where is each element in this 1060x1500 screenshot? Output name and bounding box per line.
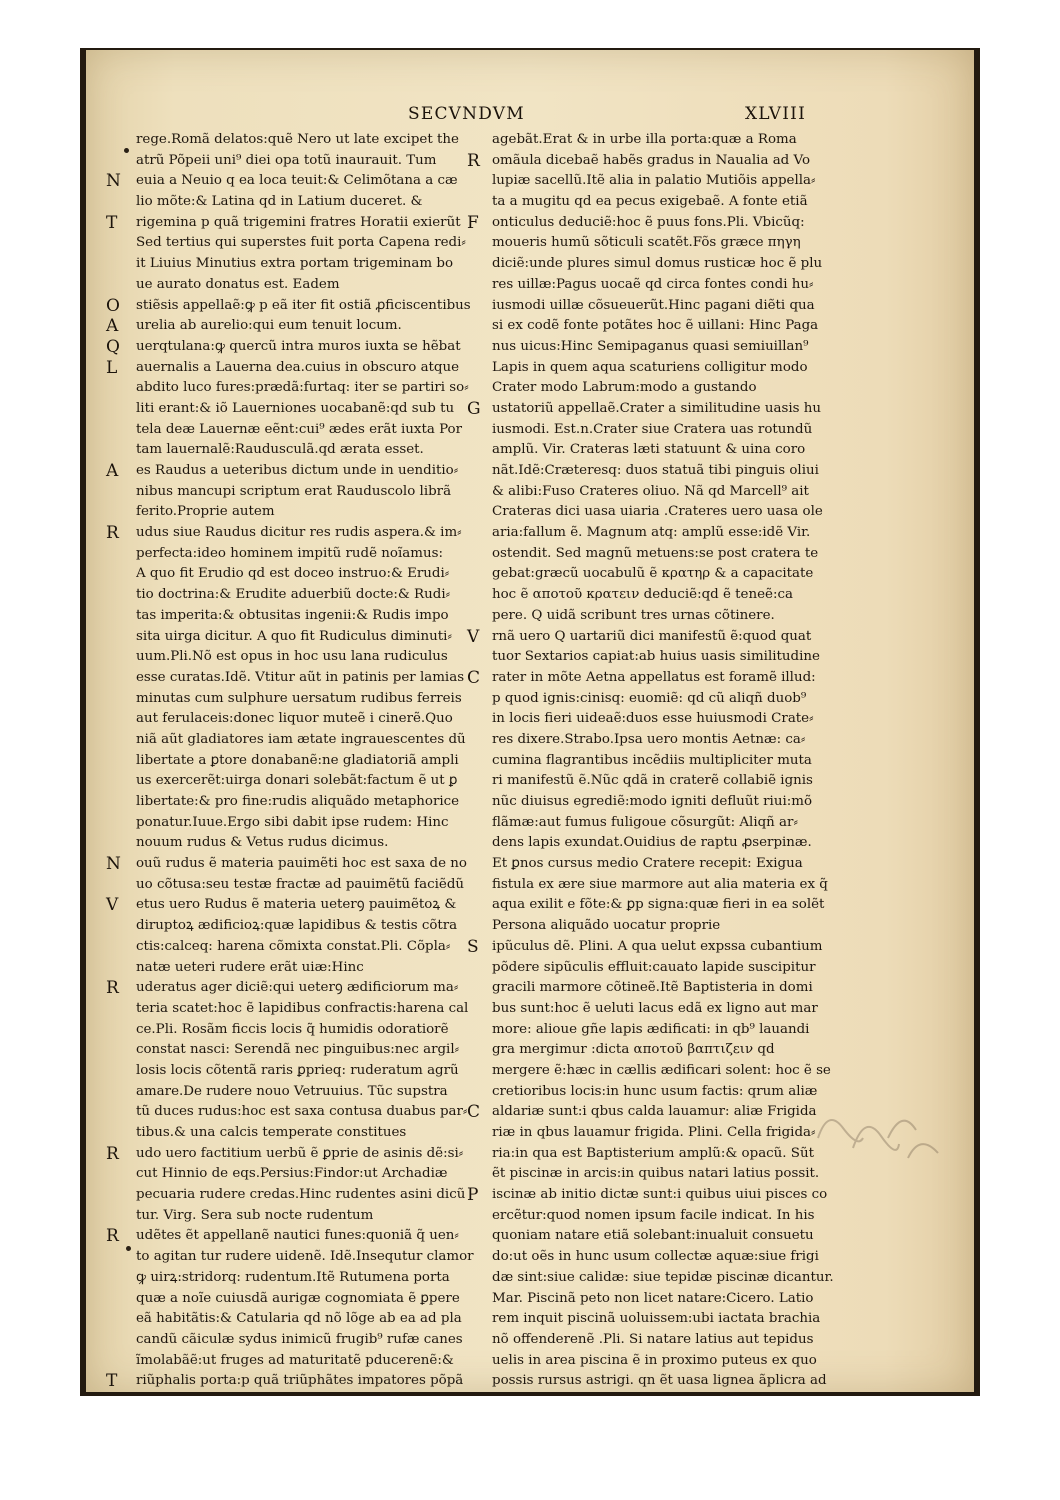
line-text: iusmodi uillæ cõsueuerũt.Hinc pagani diẽti qua	[492, 297, 815, 313]
line-text: possis rursus astrigi. qn ẽt uasa lignea ãplicra ad	[492, 1373, 827, 1389]
line-text: abdito luco fures:prædã:furtaq: iter se partiri so⸗	[136, 380, 469, 396]
marginal-initial-letter: V	[467, 626, 480, 647]
marginal-initial-letter: P	[467, 1185, 479, 1206]
text-line	[136, 1123, 482, 1144]
text-line	[492, 1061, 847, 1082]
line-text: tuor Sextarios capiat:ab huius uasis similitudine	[492, 649, 820, 665]
line-text: rege.Romã delatos:quẽ Nero ut late excipet the	[136, 132, 459, 147]
marginal-initial-letter: R	[467, 150, 480, 171]
line-text: rnã uero Q uartariũ dici manifestũ ẽ:quod quat	[492, 628, 812, 644]
text-line	[492, 316, 847, 337]
line-text: atrũ Põpeii uni⁹ diei opa totũ inaurauit. Tum	[136, 152, 437, 168]
line-text: udus siue Raudus dicitur res rudis aspera.& im⸗	[136, 525, 462, 541]
text-line	[492, 916, 847, 937]
text-line	[492, 171, 847, 192]
line-text: Crateras dici uasa uiaria .Crateres uero uasa ole	[492, 504, 823, 520]
text-line	[492, 420, 847, 441]
text-line	[492, 1268, 847, 1289]
line-text: iusmodi. Est.n.Crater siue Cratera uas rotundũ	[492, 421, 813, 437]
line-text: diciẽ:unde plures simul domus rusticæ hoc ẽ plu	[492, 256, 823, 272]
line-text: more: alioue gñe lapis ædificati: in qb⁹ lauandi	[492, 1021, 810, 1037]
line-text: nibus mancupi scriptum erat Rauduscolo librã	[136, 483, 452, 499]
marginal-initial-letter: R	[106, 1143, 119, 1164]
text-line	[136, 585, 482, 606]
text-line	[492, 585, 847, 606]
text-line	[136, 564, 482, 585]
line-text: ta a mugitu qd ea pecus exigebaẽ. A fonte etiã	[492, 194, 808, 210]
line-text: gracili marmore cõtineẽ.Itẽ Baptisteria in domi	[492, 980, 813, 996]
text-line	[467, 212, 847, 234]
folio-number: XLVIII	[745, 104, 806, 124]
line-text: ri manifestũ ẽ.Nũc qdã in craterẽ collabiẽ ignis	[492, 773, 813, 789]
line-text: tam lauernalẽ:Raudusculã.qd ærata esset.	[136, 442, 424, 458]
line-text: tibus.& una calcis temperate constitues	[136, 1125, 407, 1140]
line-text: põdere sipũculis effluit:cauato lapide suscipitur	[492, 959, 816, 975]
text-line	[492, 854, 847, 875]
text-line	[492, 895, 847, 916]
text-line	[492, 792, 847, 813]
text-line	[492, 999, 847, 1020]
marginal-initial-letter: F	[467, 212, 479, 233]
marginal-initial-letter: N	[106, 171, 121, 192]
text-line	[136, 1185, 482, 1206]
text-line	[136, 1102, 482, 1123]
text-line	[106, 212, 482, 234]
text-line	[492, 709, 847, 730]
text-line	[492, 482, 847, 503]
text-line	[136, 151, 482, 172]
line-text: in locis fieri uideaẽ:duos esse huiusmodi Crate⸗	[492, 711, 814, 727]
line-text: res dixere.Strabo.Ipsa uero montis Aetnæ: ca⸗	[492, 731, 806, 747]
text-line	[492, 1289, 847, 1310]
line-text: tur. Virg. Sera sub nocte rudentum	[136, 1207, 374, 1223]
marginal-initial-letter: G	[467, 398, 481, 419]
marginal-initial-letter: N	[106, 854, 121, 875]
text-line	[106, 1143, 482, 1165]
marginal-initial-letter: O	[106, 295, 120, 316]
line-text: ferito.Proprie autem	[136, 504, 275, 520]
text-line	[136, 1206, 482, 1227]
line-text: stiẽsis appellaẽ:ꝙ p eã iter fit ostiã ꝓficiscentibus	[136, 297, 471, 313]
line-text: Mar. Piscinã peto non licet natare:Cicero. Latio	[492, 1290, 814, 1306]
line-text: minutas cum sulphure uersatum rudibus ferreis	[136, 690, 462, 706]
text-line	[136, 751, 482, 772]
line-text: nãt.Idẽ:Cræteresq: duos statuã tibi pinguis oliui	[492, 463, 819, 478]
line-text: tio doctrina:& Erudite aduerbiũ docte:& Rudi⸗	[136, 587, 451, 603]
text-line	[136, 1351, 482, 1372]
marginal-initial-letter: Q	[106, 336, 120, 357]
text-line	[136, 916, 482, 937]
text-line	[136, 792, 482, 813]
line-text: ustatoriũ appellaẽ.Crater a similitudine uasis hu	[492, 400, 821, 416]
text-line	[492, 544, 847, 565]
marginal-initial-letter: L	[106, 357, 118, 378]
line-text: natæ ueteri rudere erãt uiæ:Hinc	[136, 959, 364, 975]
line-text: uelis in area piscina ẽ in proximo puteus ex quo	[492, 1352, 817, 1368]
line-text: quæ a noĩe cuiusdã aurigæ cognomiata ẽ ꝑpere	[136, 1290, 460, 1306]
marginal-initial-letter: R	[106, 978, 119, 999]
line-text: pere. Q uidã scribunt tres urnas cõtinere.	[492, 607, 775, 623]
line-text: dæ sint:siue calidæ: siue tepidæ piscinæ dicantur.	[492, 1269, 834, 1285]
line-text: ipũculus dẽ. Plini. A qua uelut expssa cubantium	[492, 938, 823, 954]
text-line	[467, 936, 847, 958]
line-text: Lapis in quem aqua scaturiens colligitur modo	[492, 359, 808, 375]
text-line	[467, 150, 847, 172]
line-text: rigemina p quã trigemini fratres Horatii exierũt	[136, 214, 461, 230]
ink-dot	[126, 1246, 131, 1251]
text-line	[136, 833, 482, 854]
line-text: pecuaria rudere credas.Hinc rudentes asini dicũ	[136, 1187, 466, 1203]
text-line	[136, 1061, 482, 1082]
text-line	[136, 233, 482, 254]
line-text: amplũ. Vir. Crateras læti statuunt & uina coro	[492, 442, 806, 458]
line-text: hoc ẽ απoτoῦ κρατειν deduciẽ:qd ẽ teneẽ:ca	[492, 587, 793, 603]
text-line	[492, 730, 847, 751]
text-line	[467, 1102, 847, 1123]
text-line	[136, 254, 482, 275]
line-text: gebat:græcũ uocabulũ ẽ κρατηρ & a capacitate	[492, 566, 814, 582]
line-text: A quo fit Erudio qd est doceo instruo:& Erudi⸗	[136, 566, 450, 582]
text-line	[492, 1226, 847, 1247]
text-line	[492, 1082, 847, 1103]
text-line	[492, 813, 847, 834]
text-line	[106, 295, 482, 317]
text-line	[467, 1185, 847, 1206]
text-line	[136, 1330, 482, 1351]
line-text: lupiæ sacellũ.Itẽ alia in palatio Mutiõis appella⸗	[492, 173, 816, 189]
line-text: candũ cãiculæ sydus inimicũ frugib⁹ rufæ canes	[136, 1331, 463, 1347]
line-text: etus uero Rudus ẽ materia ueterꝯ pauimẽtoꝝ &	[136, 897, 457, 913]
line-text: agebãt.Erat & in urbe illa porta:quæ a Roma	[492, 132, 797, 147]
text-line	[106, 1226, 482, 1247]
text-line	[106, 854, 482, 875]
line-text: losis locis cõtentã raris ꝑprieq: ruderatum agrũ	[136, 1062, 459, 1078]
text-line	[492, 751, 847, 772]
line-text: tas imperita:& obtusitas ingenii:& Rudis impo	[136, 607, 449, 623]
line-text: perfecta:ideo hominem impitũ rudẽ noĩamus:	[136, 545, 443, 561]
text-line	[136, 482, 482, 503]
text-line	[136, 502, 482, 523]
text-line	[492, 606, 847, 627]
line-text: mergere ẽ:hæc in cællis ædificari solent: hoc ẽ se	[492, 1062, 831, 1078]
text-line	[492, 337, 847, 358]
text-line	[136, 1268, 482, 1289]
line-text: Sed tertius qui superstes fuit porta Capena redi⸗	[136, 235, 466, 251]
text-line	[492, 502, 847, 523]
text-line	[136, 420, 482, 441]
line-text: constat nasci: Serendã nec pinguibus:nec argil⸗	[136, 1042, 460, 1058]
marginal-initial-letter: C	[467, 667, 481, 688]
marginal-initial-letter: R	[106, 523, 119, 544]
marginal-initial-letter: V	[106, 895, 119, 916]
text-line	[492, 771, 847, 792]
line-text: ĩmolabãẽ:ut fruges ad maturitatẽ pducerenẽ:&	[136, 1352, 454, 1368]
text-line	[106, 978, 482, 999]
line-text: cretioribus locis:in hunc usum factis: qrum aliæ	[492, 1083, 818, 1099]
line-text: aria:fallum ẽ. Magnum atq: amplũ esse:idẽ Vir.	[492, 525, 811, 541]
line-text: auernalis a Lauerna dea.cuius in obscuro atque	[136, 359, 460, 375]
text-line	[136, 1082, 482, 1103]
line-text: cut Hinnio de eqs.Persius:Findor:ut Archadiæ	[136, 1166, 448, 1182]
marginal-initial-letter: C	[467, 1102, 481, 1123]
line-text: to agitan tur rudere uidenẽ. Idẽ.Insequtur clamor	[136, 1249, 474, 1265]
text-line	[492, 254, 847, 275]
line-text: riũphalis porta:p quã triũphãtes impatores põpã	[136, 1373, 464, 1389]
line-text: aqua exilit e fõte:& ꝑp signa:quæ fieri in ea solẽt	[492, 897, 825, 913]
line-text: lio mõte:& Latina qd in Latium duceret. &	[136, 194, 423, 210]
line-text: bus sunt:hoc ẽ ueluti lacus edã ex ligno aut mar	[492, 1000, 818, 1016]
line-text: uderatus ager diciẽ:qui ueterꝯ ædificiorum ma⸗	[136, 980, 459, 996]
text-line	[106, 1371, 482, 1392]
text-line	[136, 1247, 482, 1268]
line-text: fistula ex ære siue marmore aut alia materia ex q̃	[492, 876, 828, 892]
line-text: & alibi:Fuso Crateres oliuo. Nã qd Marcell⁹ ait	[492, 483, 809, 499]
text-line	[492, 296, 847, 317]
line-text: tela deæ Lauernæ eẽnt:cui⁹ ædes erãt iuxta Por	[136, 421, 463, 437]
line-text: uo cõtusa:seu testæ fractæ ad pauimẽtũ faciẽdũ	[136, 876, 465, 892]
line-text: urelia ab aurelio:qui eum tenuit locum.	[136, 318, 402, 334]
text-line	[136, 647, 482, 668]
line-text: dens lapis exundat.Ouidius de raptu ꝓserpinæ.	[492, 835, 812, 851]
text-line	[136, 399, 482, 420]
marginal-initial-letter: A	[106, 316, 119, 337]
text-line	[467, 667, 847, 689]
line-text: ue aurato donatus est. Eadem	[136, 276, 340, 292]
text-line	[136, 1309, 482, 1330]
text-line	[136, 730, 482, 751]
line-text: eã habitãtis:& Catularia qd nõ lõge ab ea ad pla	[136, 1311, 462, 1327]
text-line	[106, 895, 482, 916]
text-line	[492, 1164, 847, 1185]
line-text: quoniam natare etiã solebant:inualuit consuetu	[492, 1228, 814, 1244]
text-line	[492, 978, 847, 999]
line-text: cumina flagrantibus incẽdiis multipliciter muta	[492, 752, 812, 768]
text-line	[136, 440, 482, 461]
text-line	[136, 771, 482, 792]
text-line	[106, 171, 482, 192]
text-line	[136, 689, 482, 710]
line-text: Crater modo Labrum:modo a gustando	[492, 380, 757, 396]
text-line	[136, 130, 482, 151]
line-text: ctis:calceq: harena cõmixta constat.Pli. Cõpla⸗	[136, 938, 451, 954]
line-text: it Liuius Minutius extra portam trigeminam bo	[136, 256, 454, 272]
line-text: riæ in qbus lauamur frigida. Plini. Cella frigida⸗	[492, 1125, 816, 1140]
text-line	[136, 606, 482, 627]
marginal-initial-letter: R	[106, 1226, 119, 1247]
text-line	[106, 336, 482, 358]
line-text: si ex codẽ fonte potãtes hoc ẽ uillani: Hinc Paga	[492, 318, 819, 334]
text-line	[136, 544, 482, 565]
text-line	[492, 1247, 847, 1268]
line-text: uum.Pli.Nõ est opus in hoc usu lana rudiculus	[136, 649, 448, 665]
text-line	[136, 627, 482, 648]
text-line	[492, 875, 847, 896]
line-text: do:ut oẽs in hunc usum collectæ aquæ:siue frigi	[492, 1249, 819, 1265]
text-line	[492, 564, 847, 585]
ink-dot	[124, 148, 129, 153]
line-text: aldariæ sunt:i qbus calda lauamur: aliæ Frigida	[492, 1104, 817, 1120]
line-text: esse curatas.Idẽ. Vtitur aũt in patinis per lamias	[136, 669, 465, 685]
marginal-initial-letter: T	[106, 1371, 118, 1392]
text-line	[492, 461, 847, 482]
line-text: Et ꝑnos cursus medio Cratere recepit: Exigua	[492, 856, 803, 872]
text-line	[492, 378, 847, 399]
text-line	[492, 833, 847, 854]
text-line	[492, 523, 847, 544]
text-line	[136, 378, 482, 399]
line-text: teria scatet:hoc ẽ lapidibus confractis:harena cal	[136, 1000, 469, 1016]
line-text: sita uirga dicitur. A quo fit Rudiculus diminuti⸗	[136, 628, 452, 644]
line-text: ꝙ uirꝝ:stridorq: rudentum.Itẽ Rutumena porta	[136, 1269, 450, 1285]
text-line	[492, 275, 847, 296]
text-line	[492, 358, 847, 379]
text-line	[106, 316, 482, 337]
line-text: ria:in qua est Baptisterium amplũ:& opacũ. Sũt	[492, 1145, 814, 1161]
text-line	[492, 689, 847, 710]
text-line	[136, 813, 482, 834]
line-text: uerqtulana:ꝙ quercũ intra muros iuxta se hẽbat	[136, 338, 461, 354]
line-text: iscinæ ab initio dictæ sunt:i quibus uiui pisces co	[492, 1187, 828, 1203]
line-text: liti erant:& iõ Lauerniones uocabanẽ:qd sub tu	[136, 400, 455, 416]
line-text: es Raudus a ueteribus dictum unde in uenditio⸗	[136, 463, 459, 478]
text-line	[106, 523, 482, 544]
line-text: flãmæ:aut fumus fuligoue cõsurgũt: Aliqñ ar⸗	[492, 814, 798, 830]
right-text-column	[467, 130, 847, 1392]
text-line	[492, 130, 847, 151]
text-line	[492, 233, 847, 254]
line-text: euia a Neuio q ea loca teuit:& Celimõtana a cæ	[136, 173, 458, 189]
text-line	[492, 1020, 847, 1041]
line-text: ce.Pli. Rosãm ficcis locis q̃ humidis odoratiorẽ	[136, 1021, 449, 1037]
text-line	[136, 999, 482, 1020]
marginal-initial-letter: S	[467, 936, 479, 957]
line-text: libertate a ꝑtore donabanẽ:ne gladiatoriã ampli	[136, 752, 459, 768]
line-text: nõ offenderenẽ .Pli. Si natare latius aut tepidus	[492, 1331, 814, 1347]
text-line	[492, 1351, 847, 1372]
text-line	[106, 357, 482, 379]
text-line	[136, 709, 482, 730]
text-line	[136, 192, 482, 213]
line-text: us exercerẽt:uirga donari solebãt:factum ẽ ut ꝑ	[136, 773, 458, 789]
line-text: Persona aliquãdo uocatur proprie	[492, 918, 721, 934]
text-line	[106, 461, 482, 482]
line-text: ostendit. Sed magnũ metuens:se post cratera te	[492, 545, 819, 561]
text-line	[136, 1020, 482, 1041]
line-text: nus uicus:Hinc Semipaganus quasi semiuillan⁹	[492, 338, 809, 354]
text-line	[136, 1040, 482, 1061]
text-line	[492, 1309, 847, 1330]
text-line	[492, 1123, 847, 1144]
text-line	[467, 398, 847, 420]
line-text: ercẽtur:quod nomen ipsum facile indicat. In his	[492, 1207, 815, 1223]
text-line	[136, 1164, 482, 1185]
running-head	[0, 104, 1060, 130]
text-line	[136, 668, 482, 689]
line-text: nũc diuisus egrediẽ:modo igniti defluũt riui:mõ	[492, 794, 813, 809]
line-text: rater in mõte Aetna appellatus est foramẽ illud:	[492, 669, 816, 685]
text-line	[492, 1144, 847, 1165]
line-text: p quod ignis:cinisq: euomiẽ: qd cũ aliqñ duob⁹	[492, 690, 807, 706]
text-line	[467, 626, 847, 648]
text-line	[136, 958, 482, 979]
line-text: moueris humũ sõticuli scatẽt.Fõs græce πηγη	[492, 235, 801, 251]
line-text: onticulus deduciẽ:hoc ẽ puus fons.Pli. Vbicũq:	[492, 214, 805, 230]
library-stamp-mark	[808, 1078, 948, 1168]
line-text: niã aũt gladiatores iam ætate ingrauescentes dũ	[136, 731, 466, 747]
line-text: udo uero factitium uerbũ ẽ ꝑprie de asinis dẽ:si⸗	[136, 1145, 464, 1161]
text-line	[136, 275, 482, 296]
text-line	[492, 192, 847, 213]
line-text: nouum rudus & Vetus rudus dicimus.	[136, 835, 389, 851]
marginal-initial-letter: A	[106, 461, 119, 481]
line-text: diruptoꝝ ædificioꝝ:quæ lapidibus & testis cõtra	[136, 918, 458, 934]
text-line	[136, 1289, 482, 1310]
line-text: tũ duces rudus:hoc est saxa contusa duabus par⸗	[136, 1104, 468, 1120]
text-line	[492, 1206, 847, 1227]
line-text: gra mergimur :dicta απoτoῦ βαπτιζειν qd	[492, 1042, 775, 1058]
running-head-title: SECVNDVM	[408, 104, 525, 124]
text-line	[136, 875, 482, 896]
line-text: rem inquit piscinã uoluissem:ubi iactata brachia	[492, 1311, 821, 1327]
line-text: udẽtes ẽt appellanẽ nautici funes:quoniã q̃ uen⸗	[136, 1228, 459, 1244]
text-line	[492, 647, 847, 668]
text-line	[492, 1371, 847, 1392]
text-line	[492, 440, 847, 461]
line-text: ponatur.Iuue.Ergo sibi dabit ipse rudem: Hinc	[136, 814, 449, 830]
line-text: res uillæ:Pagus uocaẽ qd circa fontes condi hu⸗	[492, 276, 814, 292]
text-line	[492, 1330, 847, 1351]
text-line	[492, 958, 847, 979]
line-text: libertate:& pro fine:rudis aliquãdo metaphorice	[136, 794, 460, 809]
line-text: omãula dicebaẽ habẽs gradus in Naualia ad Vo	[492, 152, 811, 168]
line-text: amare.De rudere nouo Vetruuius. Tũc supstra	[136, 1083, 448, 1099]
left-text-column	[106, 130, 482, 1392]
line-text: ẽt piscinæ in arcis:in quibus natari latius possit.	[492, 1166, 820, 1182]
text-line	[492, 1040, 847, 1061]
text-line	[136, 937, 482, 958]
marginal-initial-letter: T	[106, 212, 118, 233]
line-text: aut ferulaceis:donec liquor muteẽ i cinerẽ.Quo	[136, 711, 453, 727]
line-text: ouũ rudus ẽ materia pauimẽti hoc est saxa de no	[136, 856, 467, 872]
